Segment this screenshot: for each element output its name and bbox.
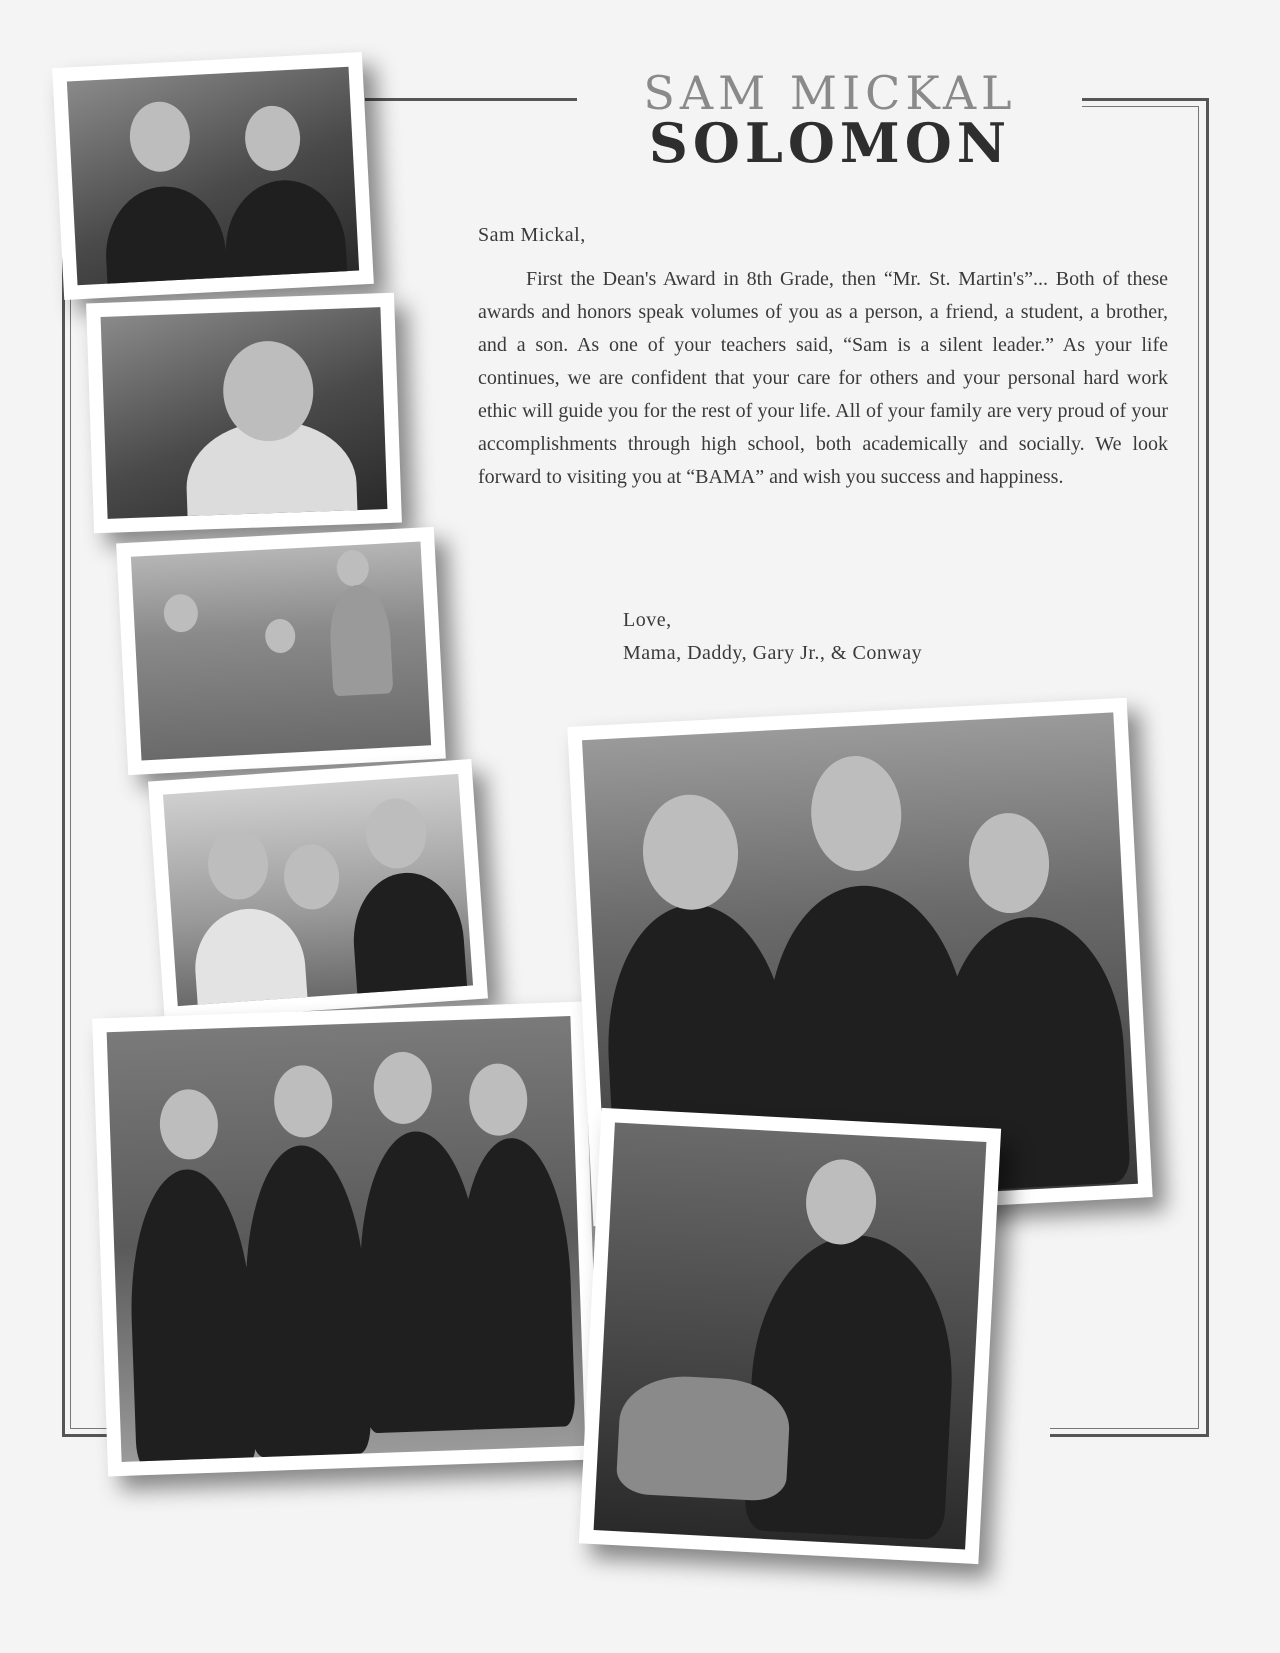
frame-top-right bbox=[1082, 98, 1208, 101]
frame-top-right-inner bbox=[1082, 106, 1199, 107]
photo-four-friends-blazers bbox=[92, 1002, 600, 1477]
photo-four-friends-blazers-image bbox=[107, 1016, 586, 1462]
frame-right bbox=[1206, 98, 1209, 1437]
photo-kids-bikes-image bbox=[131, 542, 431, 761]
frame-left bbox=[62, 240, 65, 1437]
photo-hunting-trophy bbox=[579, 1108, 1001, 1564]
frame-bottom-right bbox=[1050, 1434, 1209, 1437]
photo-child-portrait bbox=[86, 293, 402, 534]
letter bbox=[478, 224, 1168, 494]
letter-closing-block bbox=[623, 604, 922, 670]
title-last-name: SOLOMON bbox=[648, 111, 1012, 175]
photo-two-boys-suits bbox=[52, 52, 374, 300]
photo-hunting-trophy-image bbox=[594, 1123, 987, 1550]
letter-body: First the Dean's Award in 8th Grade, then “Mr. St. Martin's”... Both of these awards and honors speak volumes of you as a person, a friend, a student, a brother, and a son. As one of your teachers said, “Sam is a silent leader.” As your life continues, we are confident that your care for others and your personal hard work ethic will guide you for the rest of your life. All of your family are very proud of your accomplishments through high school, both academically and socially. We look forward to visiting you at “BAMA” and wish you success and happiness. bbox=[478, 268, 1168, 488]
frame-bottom-right-inner bbox=[1050, 1428, 1199, 1429]
photo-three-teens-image bbox=[163, 774, 473, 1006]
photo-kids-bikes bbox=[116, 527, 446, 775]
frame-right-inner bbox=[1198, 106, 1199, 1429]
frame-top-left bbox=[365, 98, 577, 101]
frame-left-inner bbox=[70, 240, 71, 1429]
photo-two-boys-suits-image bbox=[67, 67, 359, 285]
letter-signature: Mama, Daddy, Gary Jr., & Conway bbox=[623, 642, 923, 664]
photo-child-portrait-image bbox=[101, 307, 388, 519]
letter-closing: Love, bbox=[623, 609, 672, 631]
title-first-names: SAM MICKAL bbox=[643, 66, 1017, 120]
letter-salutation: Sam Mickal, bbox=[478, 224, 586, 246]
photo-three-teens bbox=[148, 759, 488, 1021]
